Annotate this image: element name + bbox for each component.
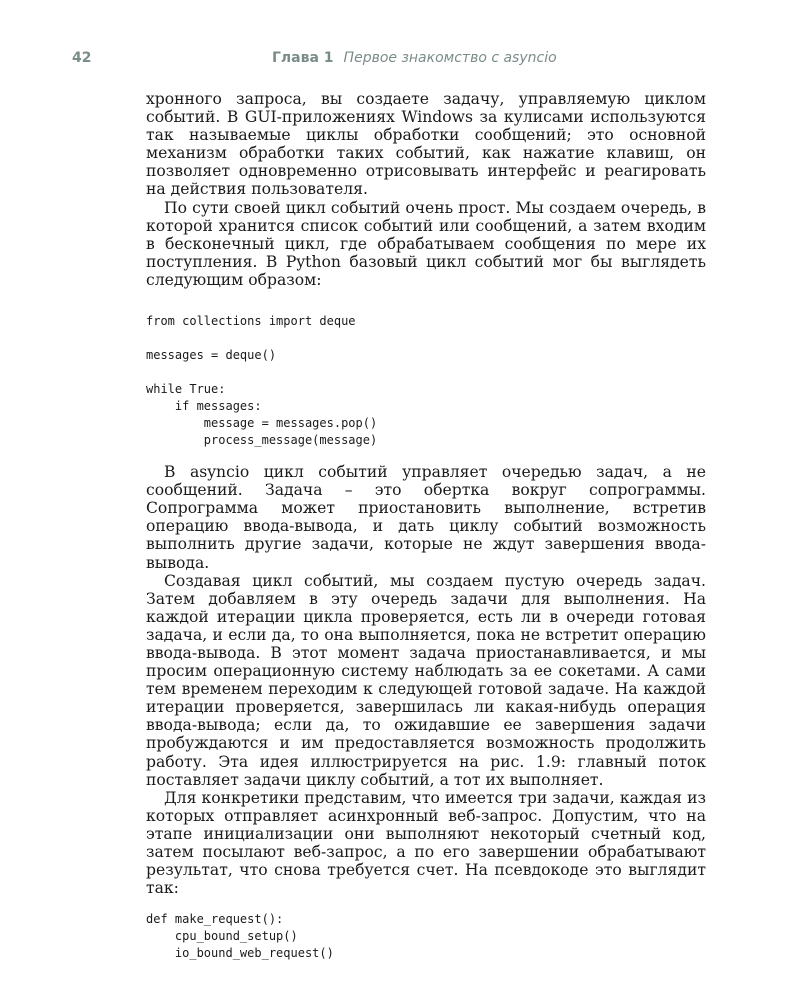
chapter-title: Первое знакомство с asyncio	[343, 50, 557, 66]
paragraph-3: В asyncio цикл событий управляет очередью задач, а не сообщений. Задача – это обертка вокруг сопрограммы. Сопрограмма может приостановить выполнение, встретив операцию ввода-вывода, и дать циклу событий возможность выполнить другие задачи, которые не ждут завершения ввода-вывода.	[146, 463, 706, 572]
running-head	[272, 50, 557, 66]
chapter-label: Глава 1	[272, 50, 334, 66]
page-number: 42	[72, 50, 92, 66]
page-body	[146, 90, 706, 962]
paragraph-5: Для конкретики представим, что имеется три задачи, каждая из которых отправляет асинхронный веб-запрос. Допустим, что на этапе инициализации они выполняют некоторый счетный код, затем посылают веб-запрос, а по его завершении обрабатывают результат, что снова требуется счет. На псевдокоде это выглядит так:	[146, 788, 706, 898]
paragraph-1: хронного запроса, вы создаете задачу, управляемую циклом событий. В GUI-приложениях Windows за кулисами используются так называемые циклы обработки сообщений; это основной механизм обработки таких событий, как нажатие клавиш, он позволяет одновременно отрисовывать интерфейс и реагировать на действия пользователя.	[146, 90, 706, 199]
code-block-make-request: def make_request(): cpu_bound_setup() io_bound_web_request()	[146, 912, 334, 961]
running-header	[0, 50, 800, 70]
paragraph-2: По сути своей цикл событий очень прост. Мы создаем очередь, в которой хранится список событий или сообщений, а затем входим в бесконечный цикл, где обрабатываем сообщения по мере их поступления. В Python базовый цикл событий мог бы выглядеть следующим образом:	[146, 198, 706, 289]
code-block-event-loop: from collections import deque messages = deque() while True: if messages: message = messages.pop() process_message(message)	[146, 314, 378, 448]
paragraph-4: Создавая цикл событий, мы создаем пустую очередь задач. Затем добавляем в эту очередь задачи для выполнения. На каждой итерации цикла проверяется, есть ли в очереди готовая задача, и если да, то она выполняется, пока не встретит операцию ввода-вывода. В этот момент задача приостанавливается, и мы просим операционную систему наблюдать за ее сокетами. А сами тем временем переходим к следующей готовой задаче. На каждой итерации проверяется, завершилась ли какая-нибудь операция ввода-вывода; если да, то ожидавшие ее завершения задачи пробуждаются и им предоставляется возможность продолжить работу. Эта идея иллюстрируется на рис. 1.9: главный поток поставляет задачи циклу событий, а тот их выполняет.	[146, 571, 706, 789]
